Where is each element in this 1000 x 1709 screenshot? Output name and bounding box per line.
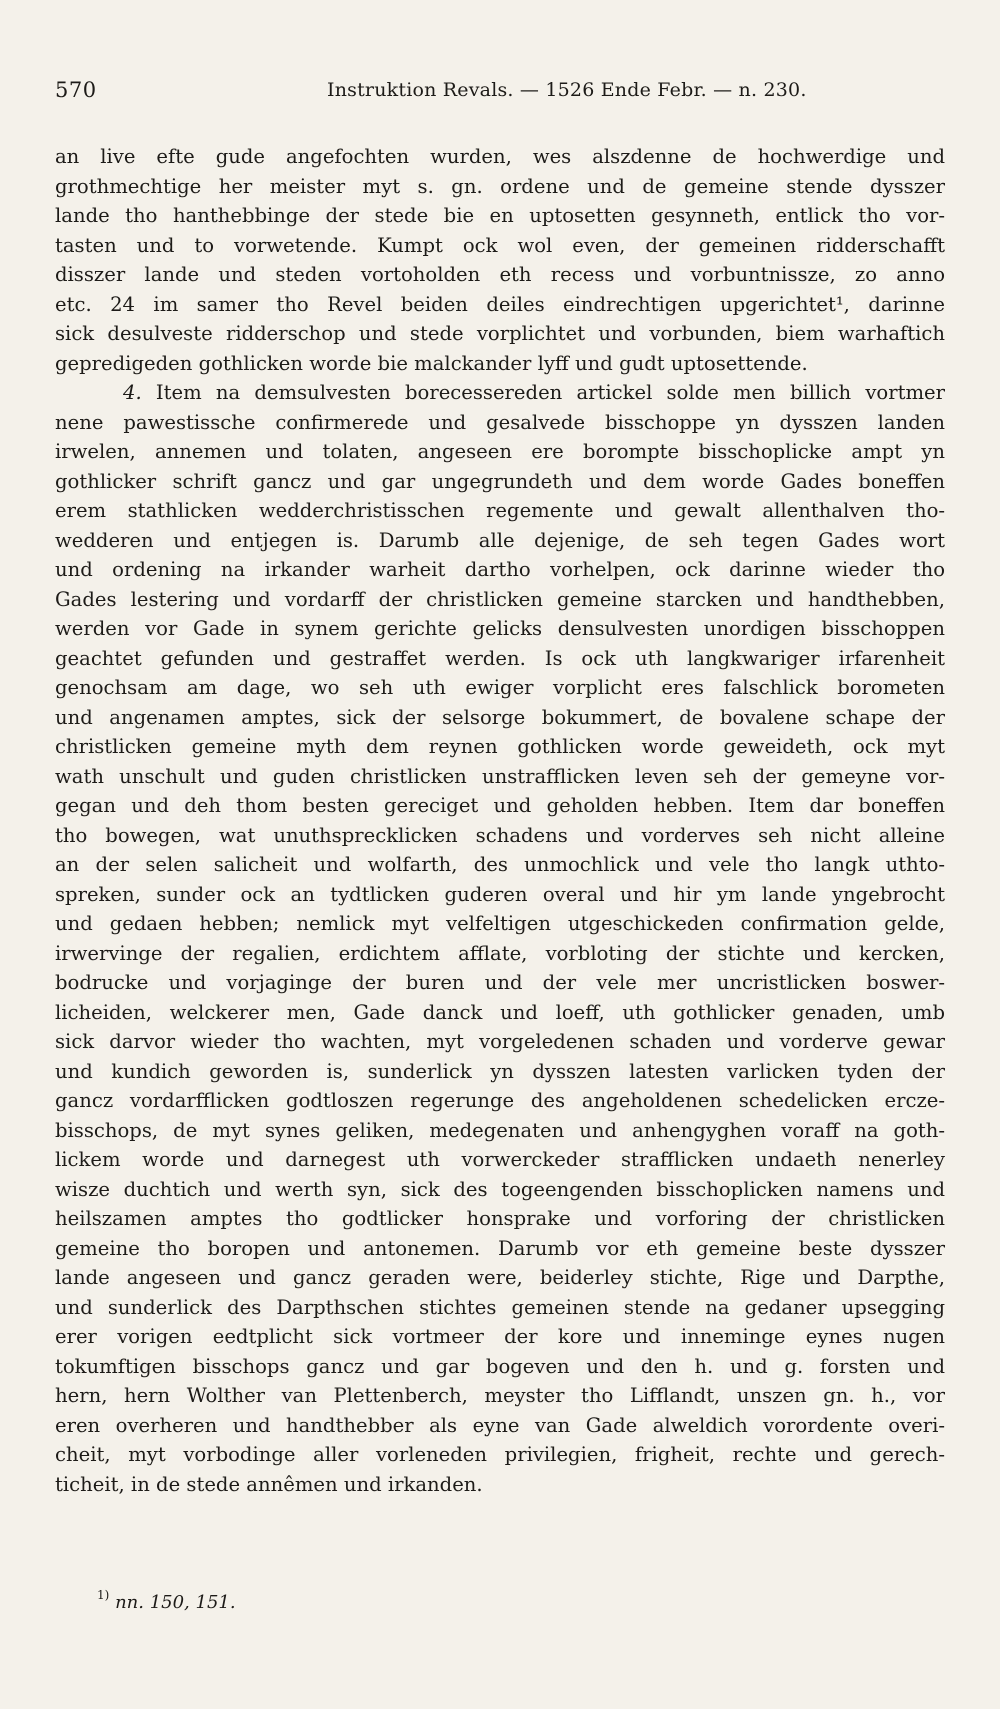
- text-line: irwelen, annemen und tolaten, angeseen ere borompte bisschoplicke ampt yn: [55, 440, 945, 463]
- text-line: tho bowegen, wat unuthsprecklicken schadens und vorderves seh nicht alleine: [55, 823, 945, 847]
- text-line: erem stathlicken wedderchristisschen regemente und gewalt allenthalven tho-: [55, 499, 945, 522]
- text-line: christlicken gemeine myth dem reynen gothlicken worde geweideth, ock myt: [55, 735, 945, 758]
- text-line: wisze duchtich und werth syn, sick des togeengenden bisschoplicken namens und: [55, 1177, 945, 1201]
- footnote-marker: 1): [97, 1588, 110, 1602]
- text-line: an live efte gude angefochten wurden, wes alszdenne de hochwerdige und: [55, 145, 945, 168]
- text-line: bodrucke und vorjaginge der buren und der vele mer uncristlicken boswer-: [55, 971, 945, 994]
- text-line: gemeine tho boropen und antonemen. Darumb vor eth gemeine beste dysszer: [55, 1236, 945, 1260]
- text-line: sick desulveste ridderschop und stede vorplichtet und vorbunden, biem warhaftich: [55, 322, 945, 345]
- text-line: nene pawestissche confirmerede und gesalvede bisschoppe yn dysszen landen: [55, 410, 945, 434]
- text-line: disszer lande und steden vortoholden eth recess und vorbuntnissze, zo anno: [55, 263, 945, 286]
- text-line: 4. Item na demsulvesten borecessereden artickel solde men billich vortmer: [123, 381, 945, 404]
- page-header: [55, 78, 945, 108]
- text-line: wath unschult und guden christlicken unstrafflicken leven seh der gemeyne vor-: [55, 764, 945, 788]
- body-text: [55, 142, 945, 1499]
- text-line: irwervinge der regalien, erdichtem afflate, vorbloting der stichte und kercken,: [55, 941, 945, 965]
- text-line: erer vorigen eedtplicht sick vortmeer der kore und inneminge eynes nugen: [55, 1325, 945, 1348]
- footnote: [97, 1588, 236, 1613]
- text-line: gegan und deh thom besten gereciget und geholden hebben. Item dar boneffen: [55, 794, 945, 817]
- text-line: Gades lestering und vordarff der christlicken gemeine starcken und handthebben,: [55, 587, 945, 611]
- text-line: wedderen und entjegen is. Darumb alle dejenige, de seh tegen Gades wort: [55, 528, 945, 552]
- text-line: geachtet gefunden und gestraffet werden. Is ock uth langkwariger irfarenheit: [55, 646, 945, 670]
- text-line: cheit, myt vorbodinge aller vorleneden privilegien, frigheit, rechte und gerech-: [55, 1443, 945, 1466]
- text-line: eren overheren und handthebber als eyne van Gade alweldich vorordente overi-: [55, 1413, 945, 1437]
- text-line: werden vor Gade in synem gerichte gelicks densulvesten unordigen bisschoppen: [55, 617, 945, 640]
- text-line: und gedaen hebben; nemlick myt velfeltigen utgeschickeden confirmation gelde,: [55, 912, 945, 935]
- page-number: 570: [55, 78, 97, 102]
- text-line: tasten und to vorwetende. Kumpt ock wol even, der gemeinen ridderschafft: [55, 233, 945, 257]
- text-line: gepredigeden gothlicken worde bie malckander lyff und gudt uptosettende.: [55, 351, 808, 375]
- text-line: und ordening na irkander warheit dartho vorhelpen, ock darinne wieder tho: [55, 558, 945, 581]
- text-line: und kundich geworden is, sunderlick yn dysszen latesten varlicken tyden der: [55, 1059, 945, 1083]
- text-line: lickem worde und darnegest uth vorwerckeder strafflicken undaeth nenerley: [55, 1148, 945, 1171]
- section-number: 4.: [123, 381, 142, 404]
- text-line: etc. 24 im samer tho Revel beiden deiles eindrechtigen upgerichtet¹, darinne: [55, 292, 945, 316]
- text-line: gancz vordarfflicken godtloszen regerunge des angeholdenen schedelicken ercze-: [55, 1089, 945, 1112]
- text-line: genochsam am dage, wo seh uth ewiger vorplicht eres falschlick borometen: [55, 676, 945, 699]
- text-line: und angenamen amptes, sick der selsorge bokummert, de bovalene schape der: [55, 705, 945, 729]
- text-line: gothlicker schrift gancz und gar ungegrundeth und dem worde Gades boneffen: [55, 469, 945, 493]
- text-line: ticheit, in de stede annêmen und irkanden.: [55, 1472, 483, 1496]
- text-line: licheiden, welckerer men, Gade danck und loeff, uth gothlicker genaden, umb: [55, 1000, 945, 1024]
- text-line: bisschops, de myt synes geliken, medegenaten und anhengyghen voraff na goth-: [55, 1118, 945, 1142]
- text-line: lande tho hanthebbinge der stede bie en uptosetten gesynneth, entlick tho vor-: [55, 204, 945, 227]
- running-head: Instruktion Revals. — 1526 Ende Febr. — n. 230.: [327, 79, 807, 101]
- footnote-text: nn. 150, 151.: [115, 1592, 236, 1613]
- text-line: spreken, sunder ock an tydtlicken guderen overal und hir ym lande yngebrocht: [55, 882, 945, 906]
- text-line: tokumftigen bisschops gancz und gar bogeven und den h. und g. forsten und: [55, 1354, 945, 1378]
- text-line: heilszamen amptes tho godtlicker honsprake und vorforing der christlicken: [55, 1207, 945, 1230]
- text-line: an der selen salicheit und wolfarth, des unmochlick und vele tho langk uthto-: [55, 853, 945, 876]
- text-line: hern, hern Wolther van Plettenberch, meyster tho Lifflandt, unszen gn. h., vor: [55, 1384, 945, 1407]
- text-line: und sunderlick des Darpthschen stichtes gemeinen stende na gedaner upsegging: [55, 1295, 945, 1319]
- text-line: grothmechtige her meister myt s. gn. ordene und de gemeine stende dysszer: [55, 174, 945, 198]
- text-line: sick darvor wieder tho wachten, myt vorgeledenen schaden und vorderve gewar: [55, 1030, 945, 1053]
- text-line: lande angeseen und gancz geraden were, beiderley stichte, Rige und Darpthe,: [55, 1266, 945, 1289]
